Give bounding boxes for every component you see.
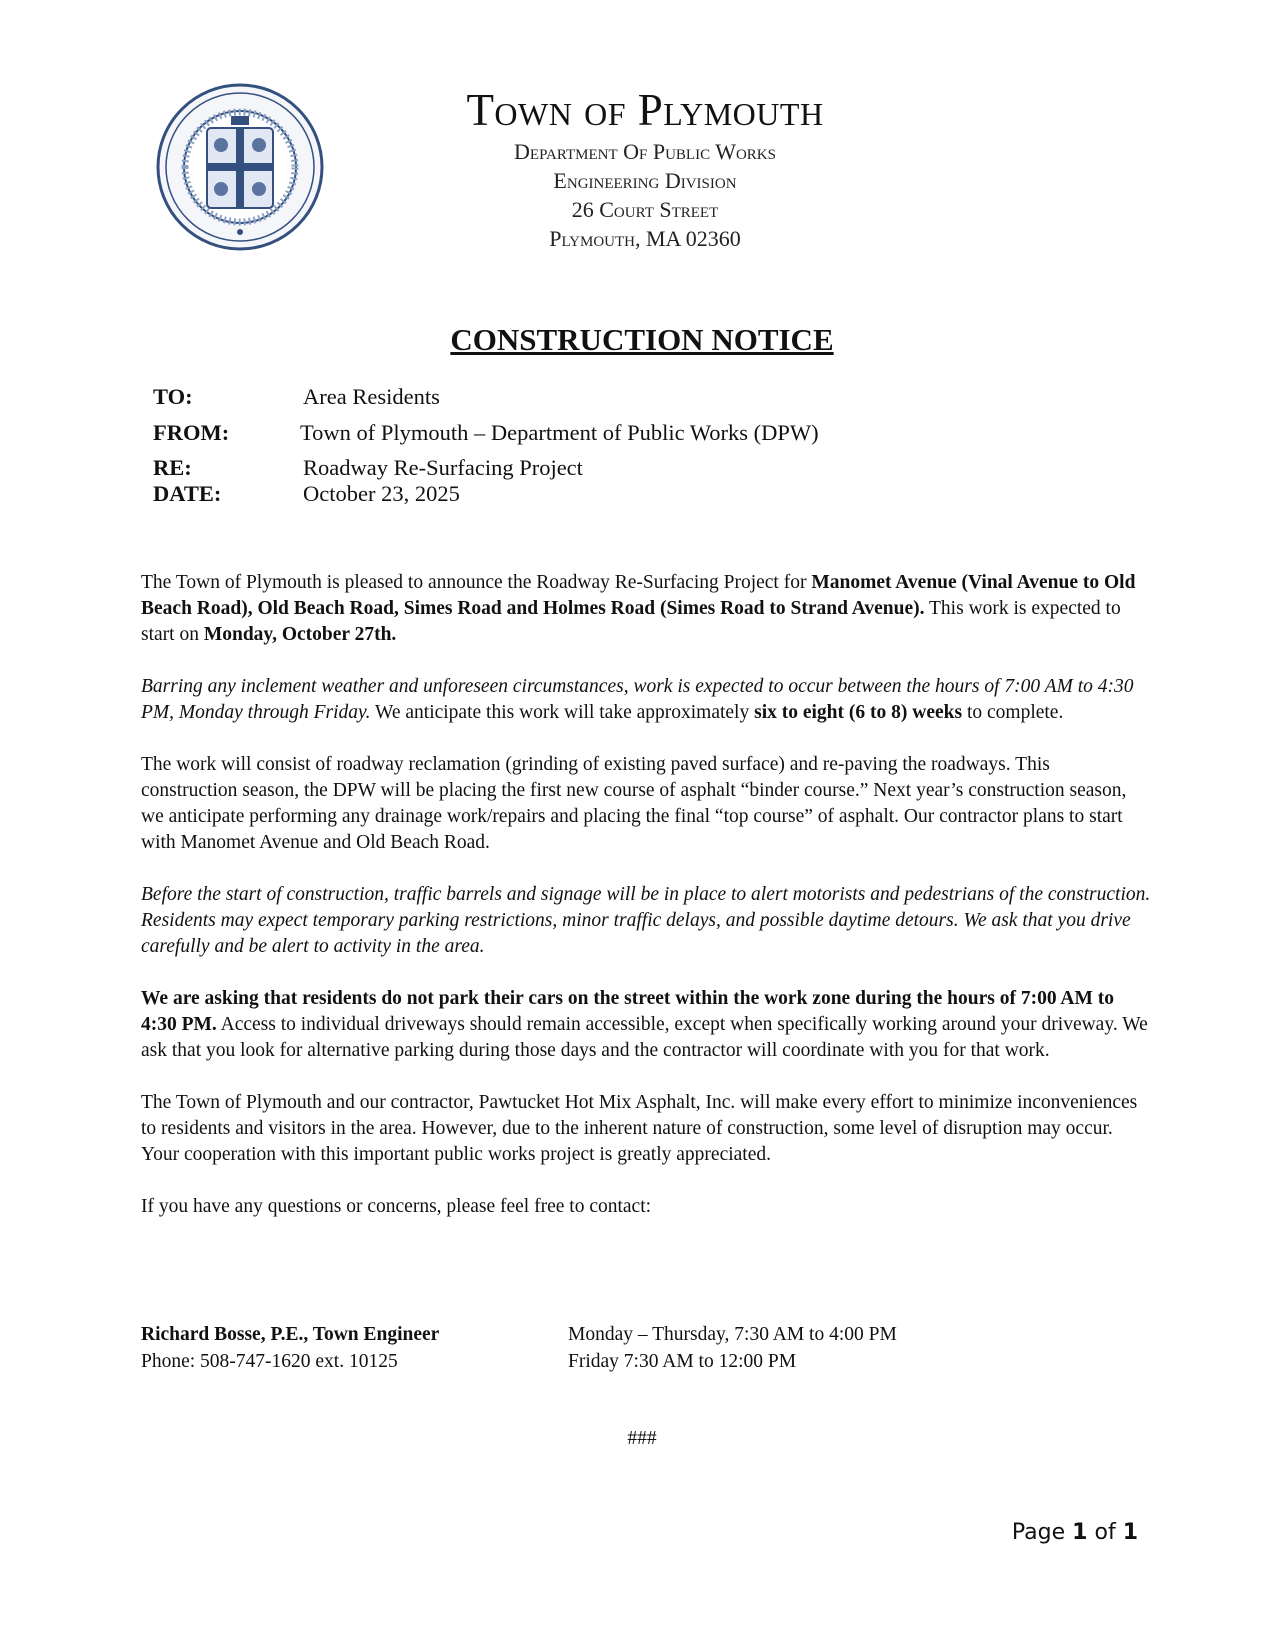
town-title: Town of Plymouth [466, 85, 824, 135]
contact-name [141, 1321, 439, 1348]
re-label: RE: [153, 455, 192, 480]
p2-text: We anticipate this work will take approximately [370, 702, 755, 723]
paragraph-contact-intro: If you have any questions or concerns, please feel free to contact: [141, 1196, 652, 1217]
paragraph-parking [141, 986, 1151, 1064]
notice-heading: CONSTRUCTION NOTICE [450, 322, 834, 357]
town-seal-logo [155, 82, 325, 252]
p2-text-2: to complete. [962, 702, 1064, 723]
paragraph-project [141, 570, 1151, 648]
p1-roads: Manomet Avenue (Vinal Avenue to Old Beach Road), Old Beach Road, Simes Road and Holmes Road (Simes Road to Strand Avenue). [141, 572, 1136, 619]
city-line: Plymouth, MA 02360 [549, 226, 741, 251]
paragraph-contractor: The Town of Plymouth and our contractor, Pawtucket Hot Mix Asphalt, Inc. will make every effort to minimize inconveniences to residents and visitors in the area. However, due to the inherent nature of construction, some level of disruption may occur. Your cooperation with this important public works project is greatly appreciated. [141, 1092, 1138, 1165]
end-mark: ### [627, 1428, 657, 1449]
p1-start-date: Monday, October 27th. [203, 624, 397, 645]
division-line: Engineering Division [553, 168, 737, 193]
notice-body [141, 570, 1151, 1246]
address-block [410, 137, 880, 253]
paragraph-traffic: Before the start of construction, traffic barrels and signage will be in place to alert motorists and pedestrians of the construction. Residents may expect temporary parking restrictions, minor traffic delays, and possible daytime detours. We ask that you drive carefully and be alert to activity in the area. [141, 884, 1151, 957]
p5-parking-request: We are asking that residents do not park their cars on the street within the work zone during the hours of 7:00 AM to 4:30 PM. [141, 988, 1115, 1035]
page-total: 1 [1122, 1520, 1138, 1545]
p2-duration: six to eight (6 to 8) weeks [754, 702, 963, 723]
paragraph-scope: The work will consist of roadway reclamation (grinding of existing paved surface) and re-paving the roadways. This construction season, the DPW will be placing the first new course of asphalt “binder course.” Next year’s construction season, we anticipate performing any drainage work/repairs and placing the final “top course” of asphalt. Our contractor plans to start with Manomet Avenue and Old Beach Road. [141, 754, 1127, 853]
to-label: TO: [153, 384, 193, 409]
page-of: of [1087, 1520, 1123, 1545]
p2-hours: Barring any inclement weather and unforeseen circumstances, work is expected to occur between the hours of 7:00 AM to 4:30 PM, Monday through Friday. [141, 676, 1134, 723]
contact-hours-weekday: Monday – Thursday, 7:30 AM to 4:00 PM [568, 1324, 897, 1345]
paragraph-schedule [141, 674, 1151, 726]
contact-name-text: Richard Bosse, P.E., Town Engineer [141, 1324, 440, 1345]
to-value: Area Residents [303, 384, 440, 409]
street-line: 26 Court Street [571, 197, 719, 222]
page-prefix: Page [1011, 1520, 1073, 1545]
page-number [1012, 1520, 1138, 1545]
re-value: Roadway Re-Surfacing Project [303, 455, 583, 480]
p1-text: The Town of Plymouth is pleased to announce the Roadway Re-Surfacing Project for [141, 572, 812, 593]
page-current: 1 [1072, 1520, 1088, 1545]
from-value: Town of Plymouth – Department of Public Works (DPW) [300, 420, 819, 445]
contact-phone: Phone: 508-747-1620 ext. 10125 [141, 1351, 398, 1372]
contact-hours-friday: Friday 7:30 AM to 12:00 PM [568, 1351, 797, 1372]
date-label: DATE: [153, 481, 222, 506]
department-line: Department Of Public Works [514, 139, 776, 164]
date-value: October 23, 2025 [303, 481, 460, 506]
from-label: FROM: [153, 420, 230, 445]
p5-text: Access to individual driveways should remain accessible, except when specifically working around your driveway. We ask that you look for alternative parking during those days and the contractor will coordinate with you for that work. [141, 1014, 1148, 1061]
p1-text-2: This work is expected to start on [141, 598, 1121, 645]
